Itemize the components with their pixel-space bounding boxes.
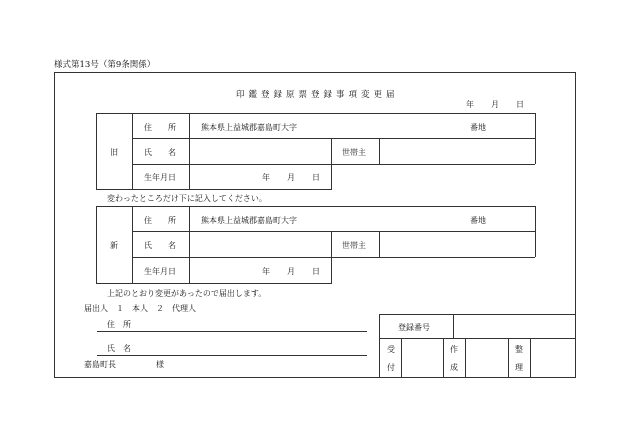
prepared-label-2: 成 [450,363,458,372]
new-label: 新 [110,241,118,250]
arranged-label-2: 理 [515,363,523,372]
old-address-value: 熊本県上益城郡嘉島町大字 [201,123,297,132]
old-address-label: 住 所 [144,123,176,132]
old-householder-label: 世帯主 [342,148,366,157]
old-birth-day: 日 [312,173,320,182]
reg-number-label: 登録番号 [398,323,430,332]
old-birth-label: 生年月日 [144,173,176,182]
note-changed: 変わったところだけ下に記入してください。 [107,194,267,203]
new-birth-year: 年 [262,267,270,276]
new-address-label: 住 所 [144,216,176,225]
new-address-value: 熊本県上益城郡嘉島町大字 [201,216,297,225]
new-banchi: 番地 [470,216,486,225]
header-date-year: 年 [466,100,474,109]
applicant-type: 届出人 １ 本人 ２ 代理人 [84,304,196,313]
new-birth-label: 生年月日 [144,267,176,276]
new-name-label: 氏 名 [144,241,176,250]
old-name-label: 氏 名 [144,148,176,157]
old-birth-month: 月 [287,173,295,182]
applicant-address-line [97,331,367,332]
header-date-month: 月 [491,100,499,109]
old-birth-year: 年 [262,173,270,182]
new-birth-day: 日 [312,267,320,276]
form-number: 様式第13号（第9条関係） [54,60,156,70]
declaration: 上記のとおり変更があったので届出します。 [107,289,267,298]
old-banchi: 番地 [470,123,486,132]
receipt-label-1: 受 [387,345,395,354]
mayor-address: 嘉島町長 様 [84,360,164,369]
new-birth-month: 月 [287,267,295,276]
applicant-name-line [97,355,367,356]
header-date-day: 日 [516,100,524,109]
new-householder-label: 世帯主 [342,241,366,250]
form-title: 印鑑登録原票登録事項変更届 [236,90,399,100]
prepared-label-1: 作 [450,345,458,354]
old-label: 旧 [110,148,118,157]
applicant-name-label: 氏 名 [107,344,131,353]
receipt-label-2: 付 [387,363,395,372]
applicant-address-label: 住 所 [107,320,131,329]
arranged-label-1: 整 [515,345,523,354]
